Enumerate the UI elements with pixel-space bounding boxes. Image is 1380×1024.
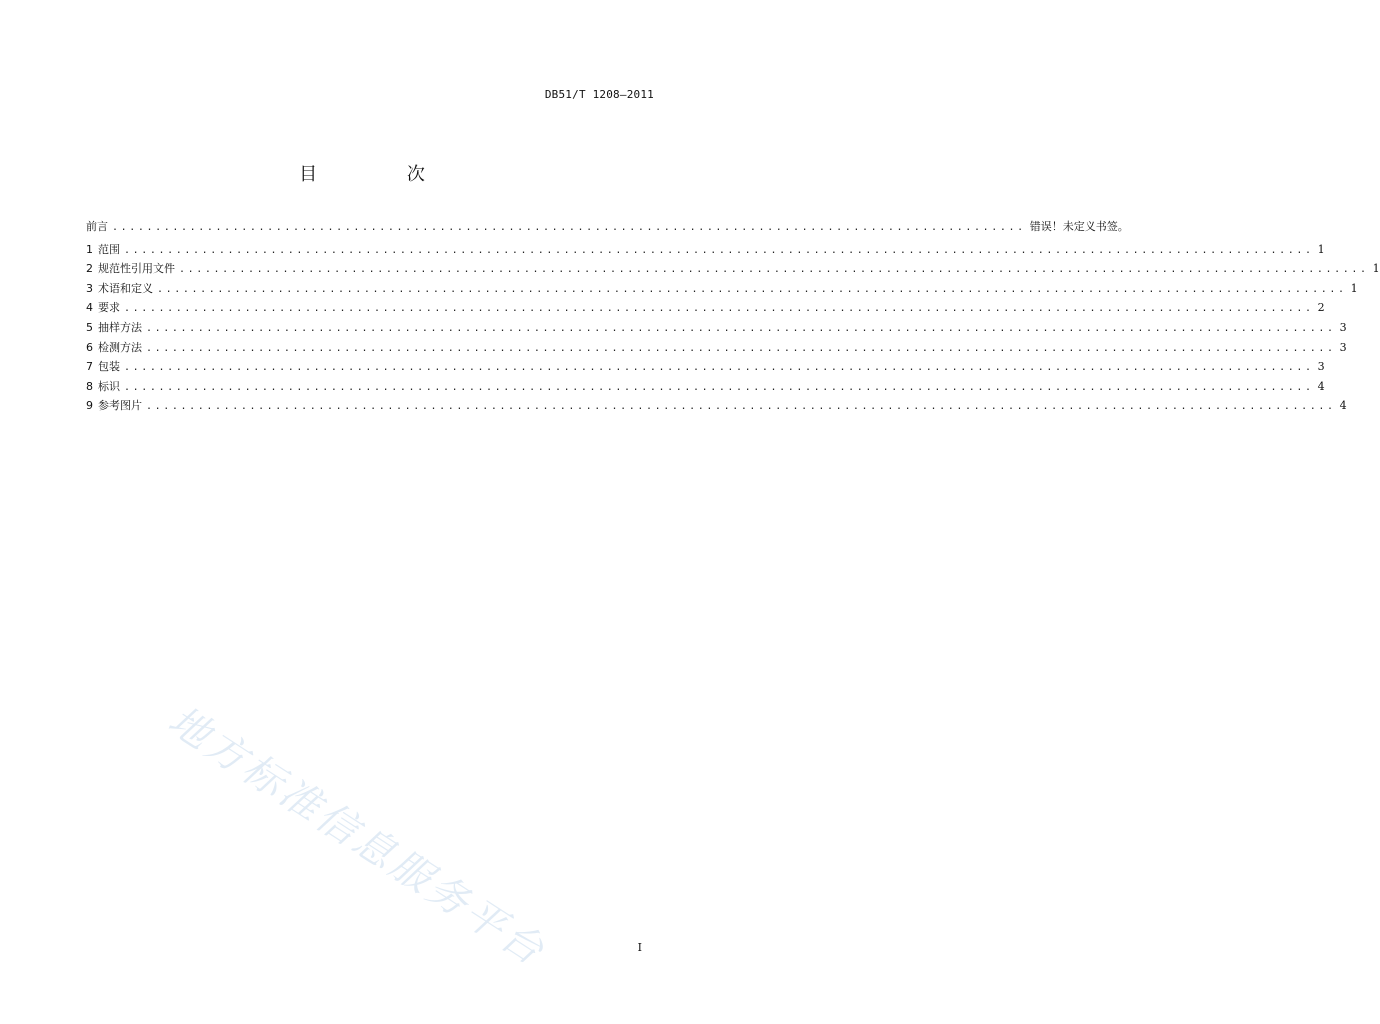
toc-entry-number: 6 (86, 340, 93, 354)
toc-entry-label: 范围 (98, 242, 120, 256)
toc-entry-requirements[interactable] (86, 299, 1325, 319)
toc-entry-page: 4 (1317, 379, 1325, 393)
toc-entry-normative-references[interactable] (86, 260, 1380, 280)
toc-leader: .......................................................................................................................................... (157, 283, 1347, 295)
toc-entry-sampling-method[interactable] (86, 319, 1347, 339)
toc-entry-page: 3 (1339, 340, 1347, 354)
page-number: I (637, 941, 642, 954)
toc-leader: .......................................................................................................................................... (146, 342, 1336, 354)
toc-entry-terms-definitions[interactable] (86, 280, 1358, 300)
toc-entry-label: 参考图片 (98, 399, 142, 413)
toc-leader: .......................................................................................................................................... (124, 303, 1314, 315)
toc-leader: .......................................................................................................... (112, 222, 1026, 233)
toc-leader: .......................................................................................................................................... (124, 381, 1314, 393)
toc-entry-packaging[interactable] (86, 358, 1325, 378)
table-of-contents (86, 218, 1380, 417)
toc-entry-label: 标识 (98, 379, 120, 393)
toc-entry-page: 3 (1317, 360, 1325, 374)
toc-entry-label: 检测方法 (98, 340, 142, 354)
document-code: DB51/T 1208—2011 (544, 88, 654, 101)
toc-entry-reference-images[interactable] (86, 397, 1347, 417)
toc-entry-label: 术语和定义 (98, 281, 153, 295)
toc-entry-label: 规范性引用文件 (98, 262, 175, 276)
toc-entry-marking[interactable] (86, 378, 1325, 398)
toc-entry-label: 前言 (86, 220, 108, 233)
toc-entry-label: 包装 (98, 360, 120, 374)
toc-entry-foreword[interactable] (86, 218, 1129, 238)
toc-leader: .......................................................................................................................................... (179, 264, 1369, 276)
toc-entry-number: 1 (86, 242, 93, 256)
toc-entry-number: 9 (86, 399, 93, 413)
toc-entry-test-method[interactable] (86, 339, 1347, 359)
toc-leader: .......................................................................................................................................... (146, 322, 1336, 334)
toc-entry-page: 2 (1317, 301, 1325, 315)
toc-entry-number: 3 (86, 281, 93, 295)
toc-leader: .......................................................................................................................................... (124, 362, 1314, 374)
toc-entry-page: 4 (1339, 399, 1347, 413)
toc-entry-page: 1 (1372, 262, 1380, 276)
toc-leader: .......................................................................................................................................... (124, 244, 1314, 256)
watermark-text: 地方标准信息服务平台 (160, 697, 555, 976)
toc-entry-number: 4 (86, 301, 93, 315)
toc-entry-number: 2 (86, 262, 93, 276)
toc-entry-number: 7 (86, 360, 93, 374)
toc-entry-number: 8 (86, 379, 93, 393)
toc-title: 目 次 (299, 164, 467, 185)
toc-entry-scope[interactable] (86, 241, 1325, 261)
toc-entry-number: 5 (86, 320, 93, 334)
toc-entry-label: 抽样方法 (98, 320, 142, 334)
toc-leader: .......................................................................................................................................... (146, 401, 1336, 413)
toc-entry-page: 3 (1339, 320, 1347, 334)
toc-entry-page: 1 (1350, 281, 1358, 295)
toc-entry-label: 要求 (98, 301, 120, 315)
toc-entry-page: 1 (1317, 242, 1325, 256)
toc-entry-page: 错误！未定义书签。 (1029, 220, 1129, 233)
